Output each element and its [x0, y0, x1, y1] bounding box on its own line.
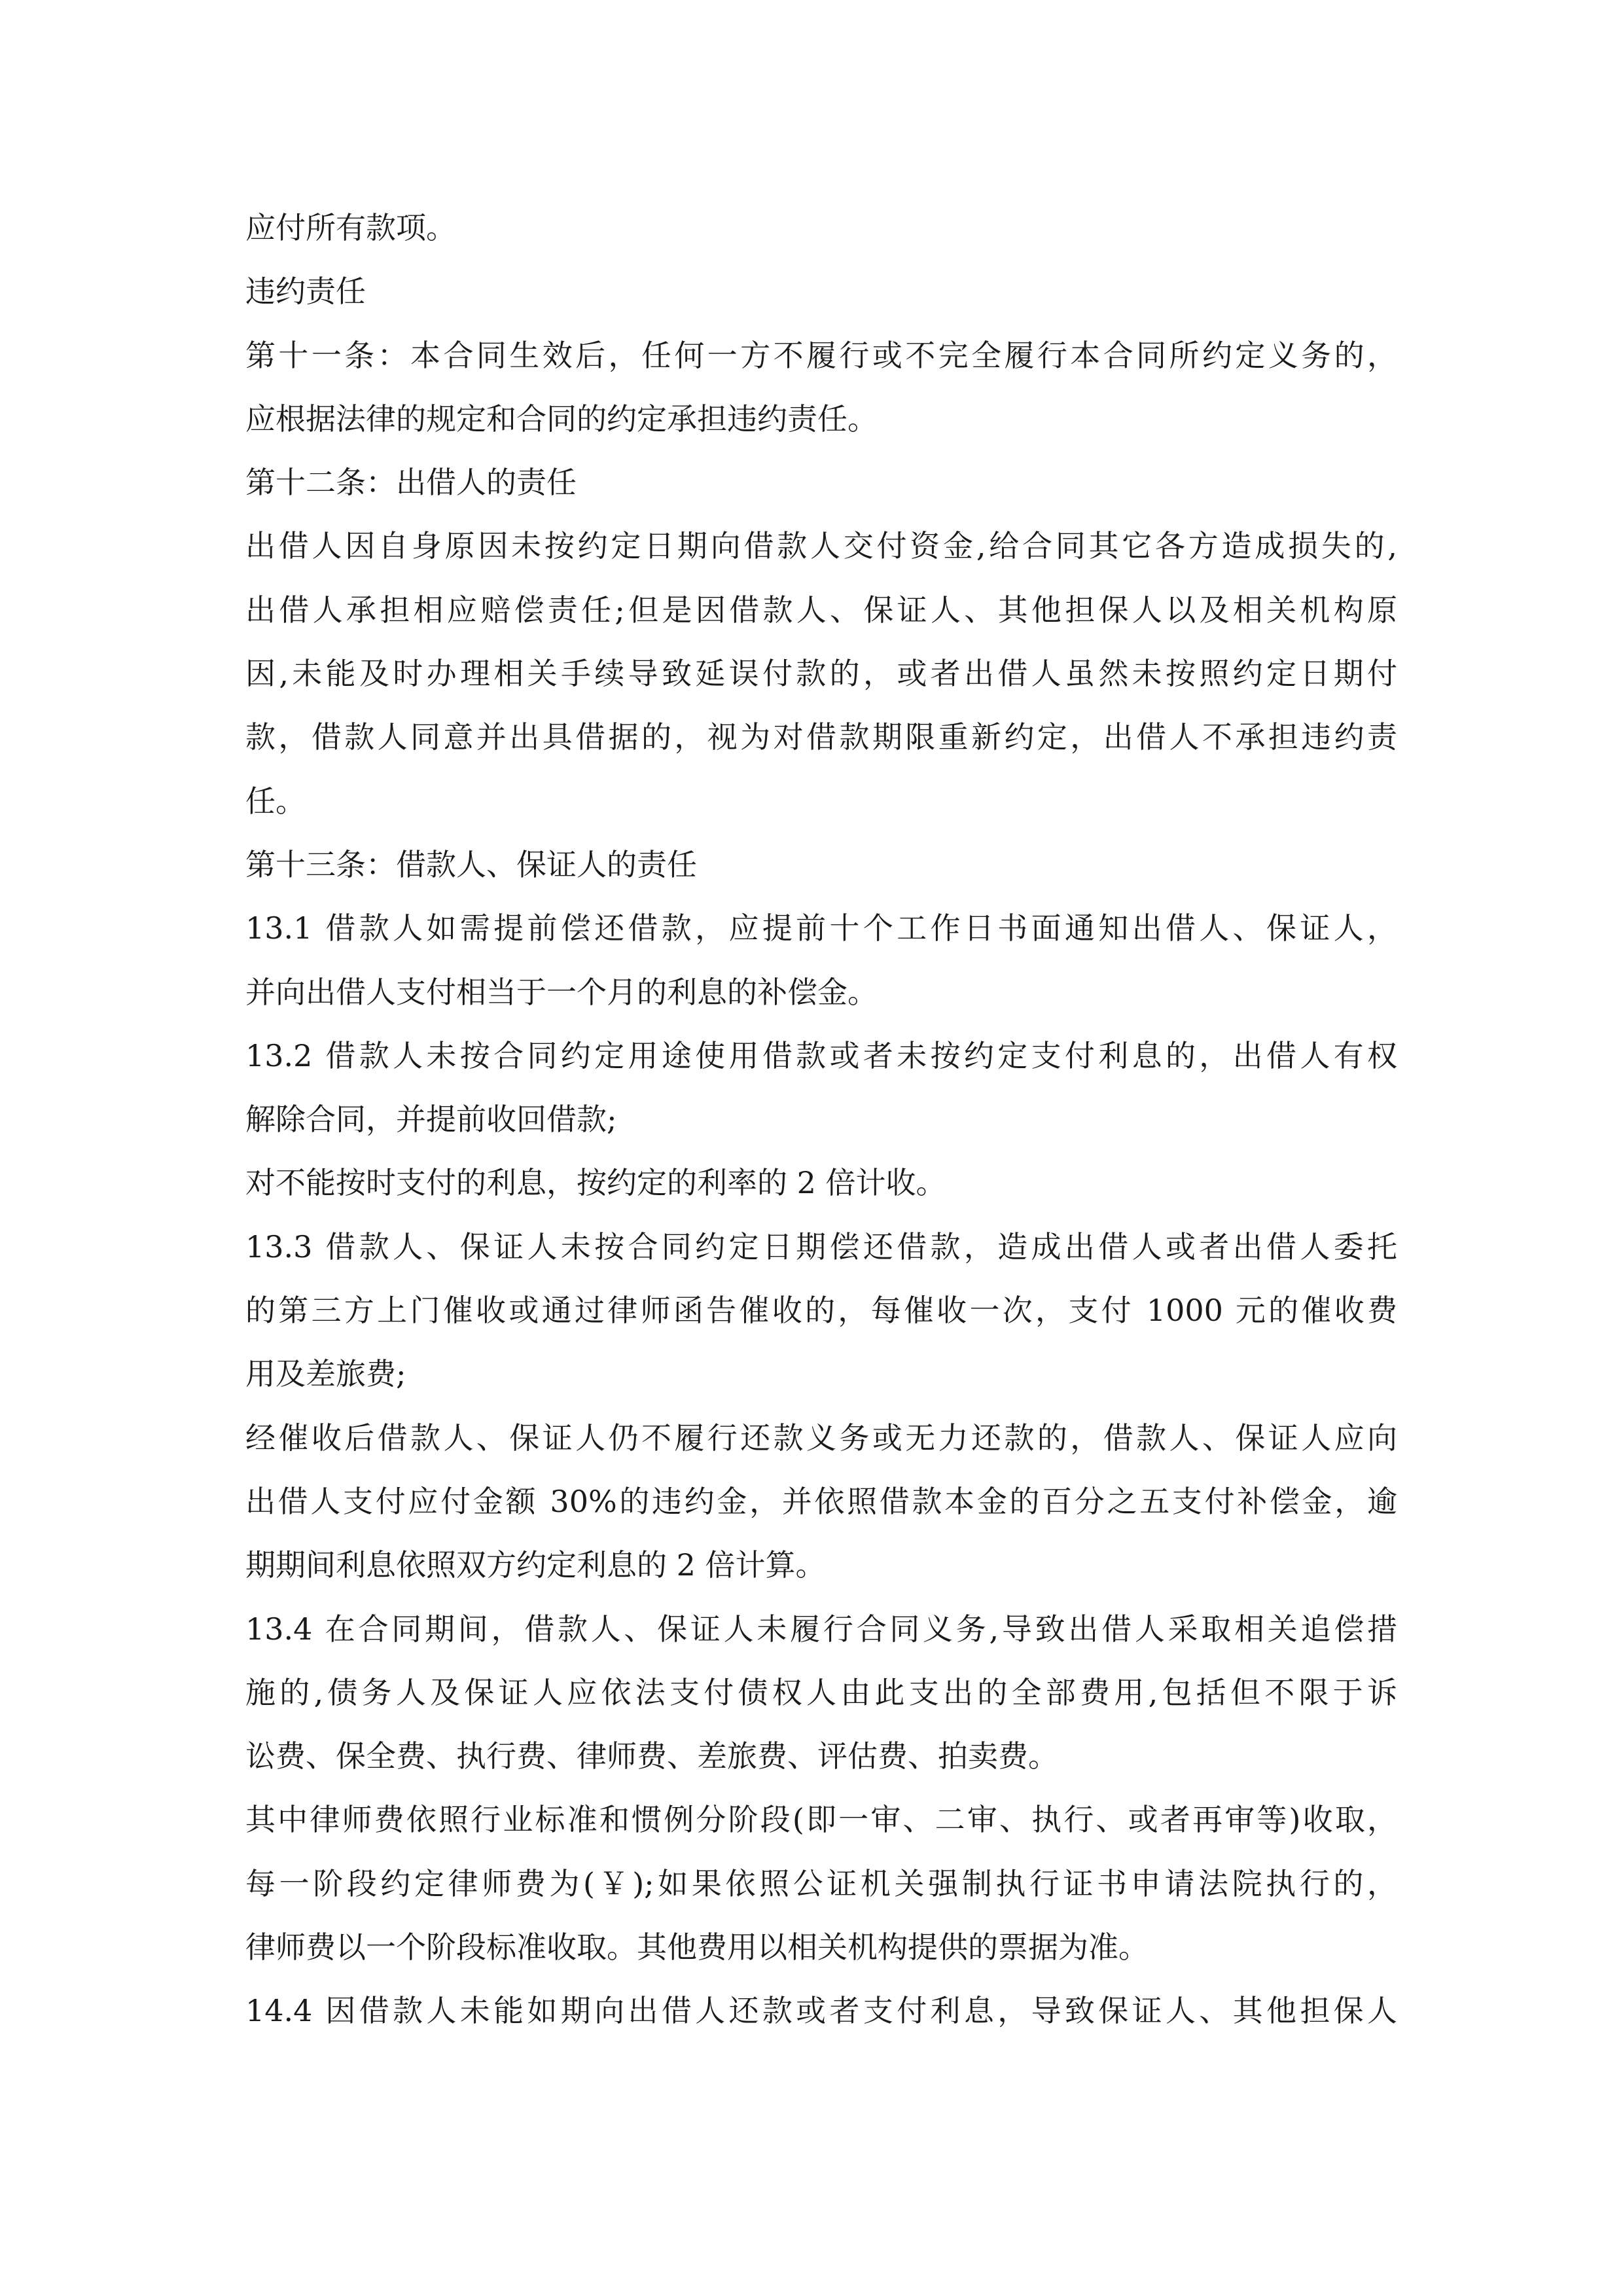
clause-13-2-line-2: 解除合同，并提前收回借款; — [245, 1102, 617, 1138]
text-line-28: 律师费以一个阶段标准收取。其他费用以相关机构提供的票据为准。 — [245, 1929, 1149, 1965]
clause-13-2-line-1: 13.2 借款人未按合同约定用途使用借款或者未按约定支付利息的，出借人有权 — [245, 1037, 1397, 1073]
clause-14-4-line-1: 14.4 因借款人未能如期向出借人还款或者支付利息，导致保证人、其他担保人 — [245, 1993, 1397, 2029]
text-line-06: 出借人因自身原因未按约定日期向借款人交付资金,给合同其它各方造成损失的, — [245, 528, 1397, 564]
clause-13-1-line-1: 13.1 借款人如需提前偿还借款，应提前十个工作日书面通知出借人、保证人， — [245, 910, 1397, 946]
text-line-22: 期期间利息依照双方约定利息的 2 倍计算。 — [245, 1547, 826, 1583]
text-line-20: 经催收后借款人、保证人仍不履行还款义务或无力还款的，借款人、保证人应向 — [245, 1420, 1397, 1456]
clause-13-4-line-2: 施的,债务人及保证人应依法支付债权人由此支出的全部费用,包括但不限于诉 — [245, 1674, 1397, 1710]
text-line-26: 其中律师费依照行业标准和惯例分阶段(即一审、二审、执行、或者再审等)收取， — [245, 1802, 1397, 1838]
clause-13-3-line-2: 的第三方上门催收或通过律师函告催收的，每催收一次，支付 1000 元的催收费 — [245, 1293, 1397, 1329]
text-line-04: 应根据法律的规定和合同的约定承担违约责任。 — [245, 401, 878, 437]
article-heading-12: 第十二条：出借人的责任 — [245, 465, 577, 501]
clause-13-3-line-3: 用及差旅费; — [245, 1356, 406, 1392]
article-heading-13: 第十三条：借款人、保证人的责任 — [245, 846, 697, 882]
text-line-16: 对不能按时支付的利息，按约定的利率的 2 倍计收。 — [245, 1165, 946, 1201]
text-line-08: 因,未能及时办理相关手续导致延误付款的，或者出借人虽然未按照约定日期付 — [245, 656, 1397, 692]
clause-13-1-line-2: 并向出借人支付相当于一个月的利息的补偿金。 — [245, 974, 878, 1010]
text-line-27: 每一阶段约定律师费为(￥);如果依照公证机关强制执行证书申请法院执行的， — [245, 1865, 1397, 1901]
text-line-07: 出借人承担相应赔偿责任;但是因借款人、保证人、其他担保人以及相关机构原 — [245, 592, 1397, 628]
text-line-03: 第十一条：本合同生效后，任何一方不履行或不完全履行本合同所约定义务的， — [245, 337, 1397, 373]
document-body — [245, 196, 1397, 2043]
text-line-09: 款，借款人同意并出具借据的，视为对借款期限重新约定，出借人不承担违约责 — [245, 719, 1397, 755]
text-line-10: 任。 — [245, 783, 306, 819]
clause-13-4-line-3: 讼费、保全费、执行费、律师费、差旅费、评估费、拍卖费。 — [245, 1738, 1058, 1774]
text-line-21: 出借人支付应付金额 30%的违约金，并依照借款本金的百分之五支付补偿金，逾 — [245, 1483, 1397, 1519]
clause-13-3-line-1: 13.3 借款人、保证人未按合同约定日期偿还借款，造成出借人或者出借人委托 — [245, 1229, 1397, 1265]
clause-13-4-line-1: 13.4 在合同期间，借款人、保证人未履行合同义务,导致出借人采取相关追偿措 — [245, 1611, 1397, 1647]
text-line-01: 应付所有款项。 — [245, 210, 456, 245]
section-heading-breach: 违约责任 — [245, 274, 366, 310]
